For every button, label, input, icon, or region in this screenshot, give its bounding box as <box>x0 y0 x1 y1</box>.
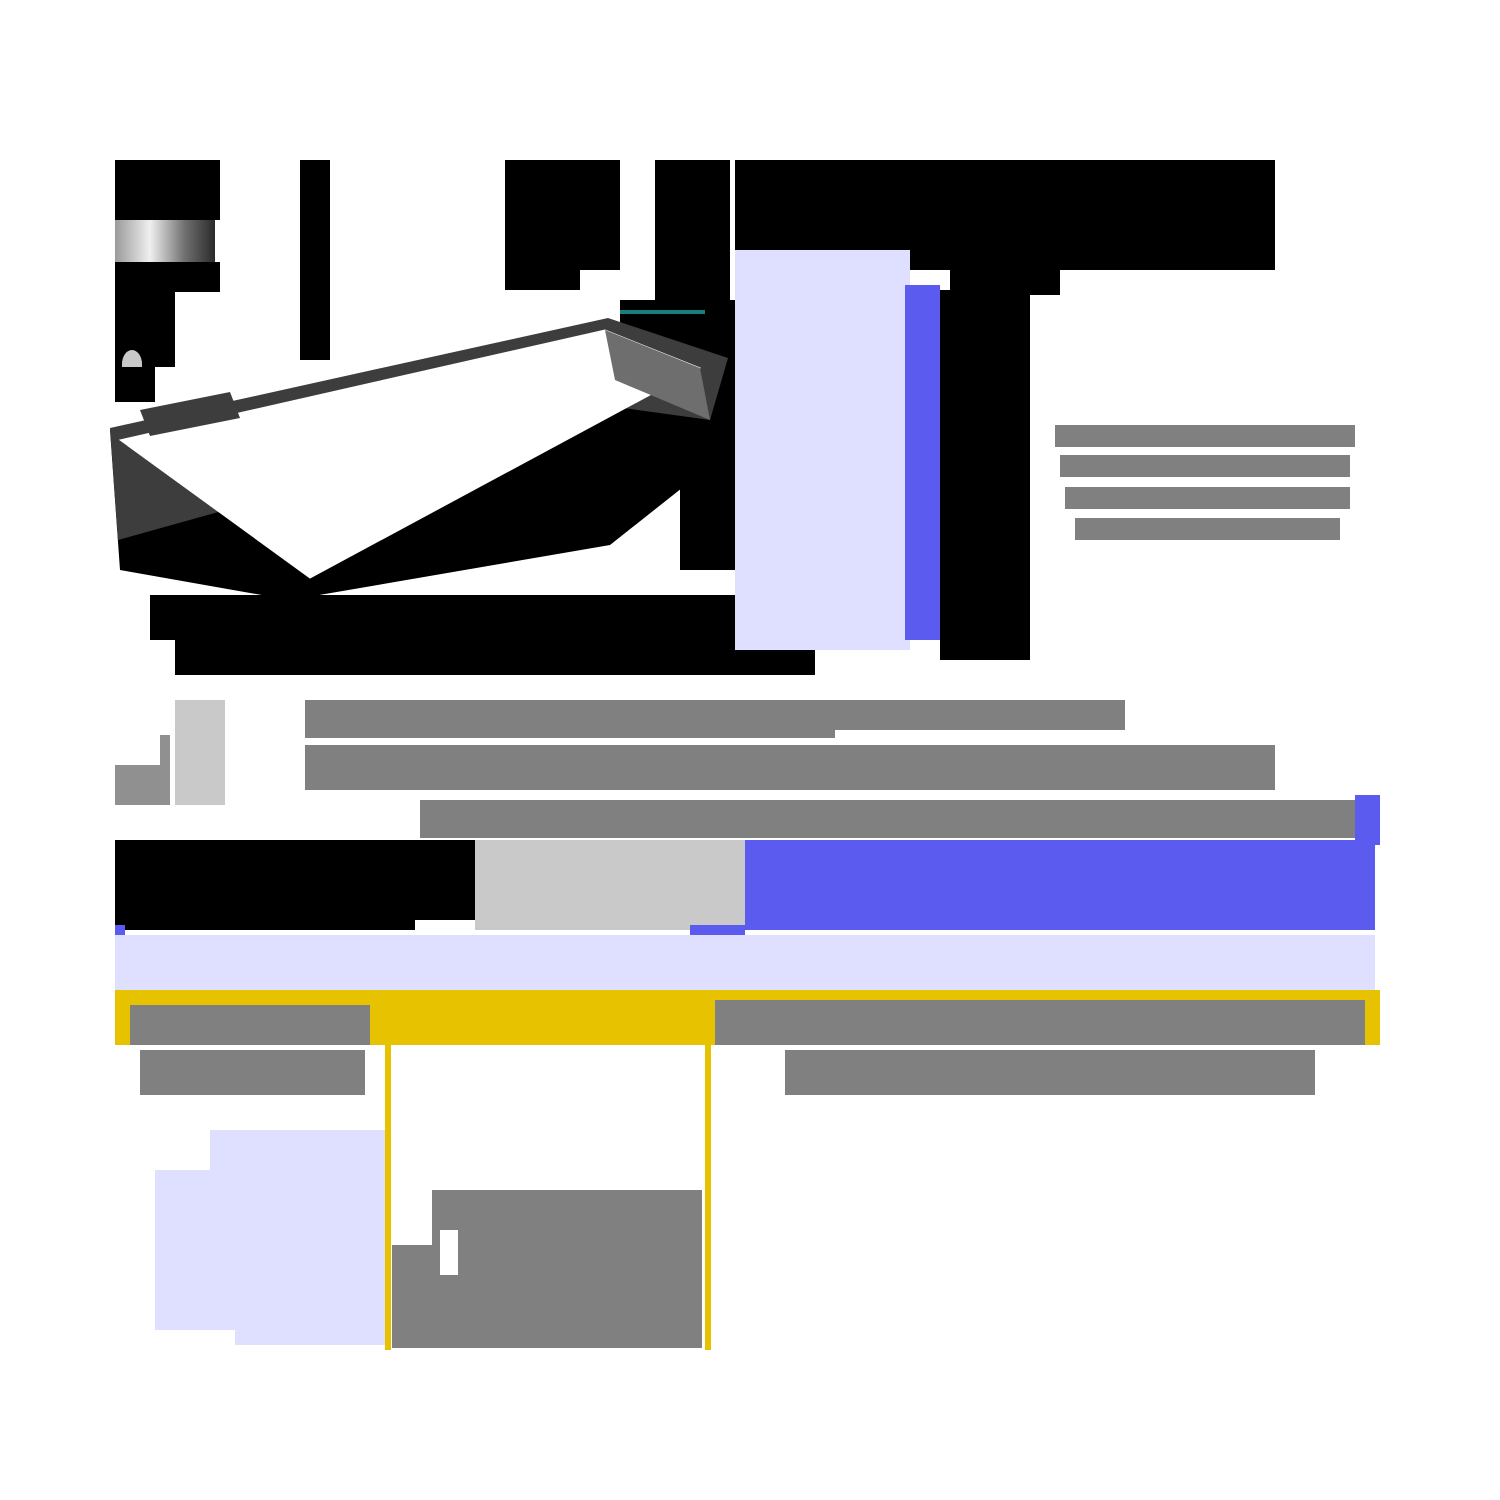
mid-left-swatch <box>175 700 225 805</box>
mid-row-3 <box>420 800 1370 838</box>
bottom-gray-cut-2 <box>440 1230 458 1275</box>
connector-left <box>385 1045 391 1350</box>
upper-right-text-line-2 <box>1060 455 1350 477</box>
slab-geometry <box>110 300 730 620</box>
connector-right <box>705 1045 711 1350</box>
slab-foot <box>150 595 740 640</box>
bottom-text-right-1 <box>715 1000 1365 1045</box>
lavender-band <box>115 935 1375 990</box>
top-center-block-b <box>580 160 620 270</box>
band-black-left-2 <box>115 895 415 930</box>
top-left-block-b <box>115 220 215 262</box>
bottom-gray-panel <box>392 1190 702 1348</box>
bottom-text-left-1 <box>130 1005 370 1045</box>
mid-row-2 <box>305 745 1275 790</box>
slab-foot-2 <box>175 640 815 675</box>
upper-right-text-line-3 <box>1065 487 1350 509</box>
top-center-block-a <box>505 160 580 290</box>
band-blue-notch <box>1355 795 1380 845</box>
upper-right-text-line-1 <box>1055 425 1355 447</box>
mid-row-1 <box>305 700 835 738</box>
band-gray-mid <box>475 840 745 930</box>
blue-column <box>905 285 940 640</box>
top-right-mass-4 <box>940 290 1030 660</box>
lavender-column <box>735 250 910 650</box>
mid-row-1b <box>835 700 1125 730</box>
top-left-block-d <box>175 262 220 292</box>
upper-right-text-line-4 <box>1075 518 1340 540</box>
bottom-lavender-cut-2 <box>155 1330 235 1350</box>
bottom-lavender-cut <box>155 1130 210 1170</box>
top-left-block-a <box>115 160 220 220</box>
band-blue-right <box>745 840 1375 930</box>
3d-slab <box>110 300 730 620</box>
mid-left-gap <box>115 735 160 765</box>
bottom-text-left-2 <box>140 1050 365 1095</box>
bottom-gray-cut <box>392 1190 432 1245</box>
bottom-text-right-2 <box>785 1050 1315 1095</box>
